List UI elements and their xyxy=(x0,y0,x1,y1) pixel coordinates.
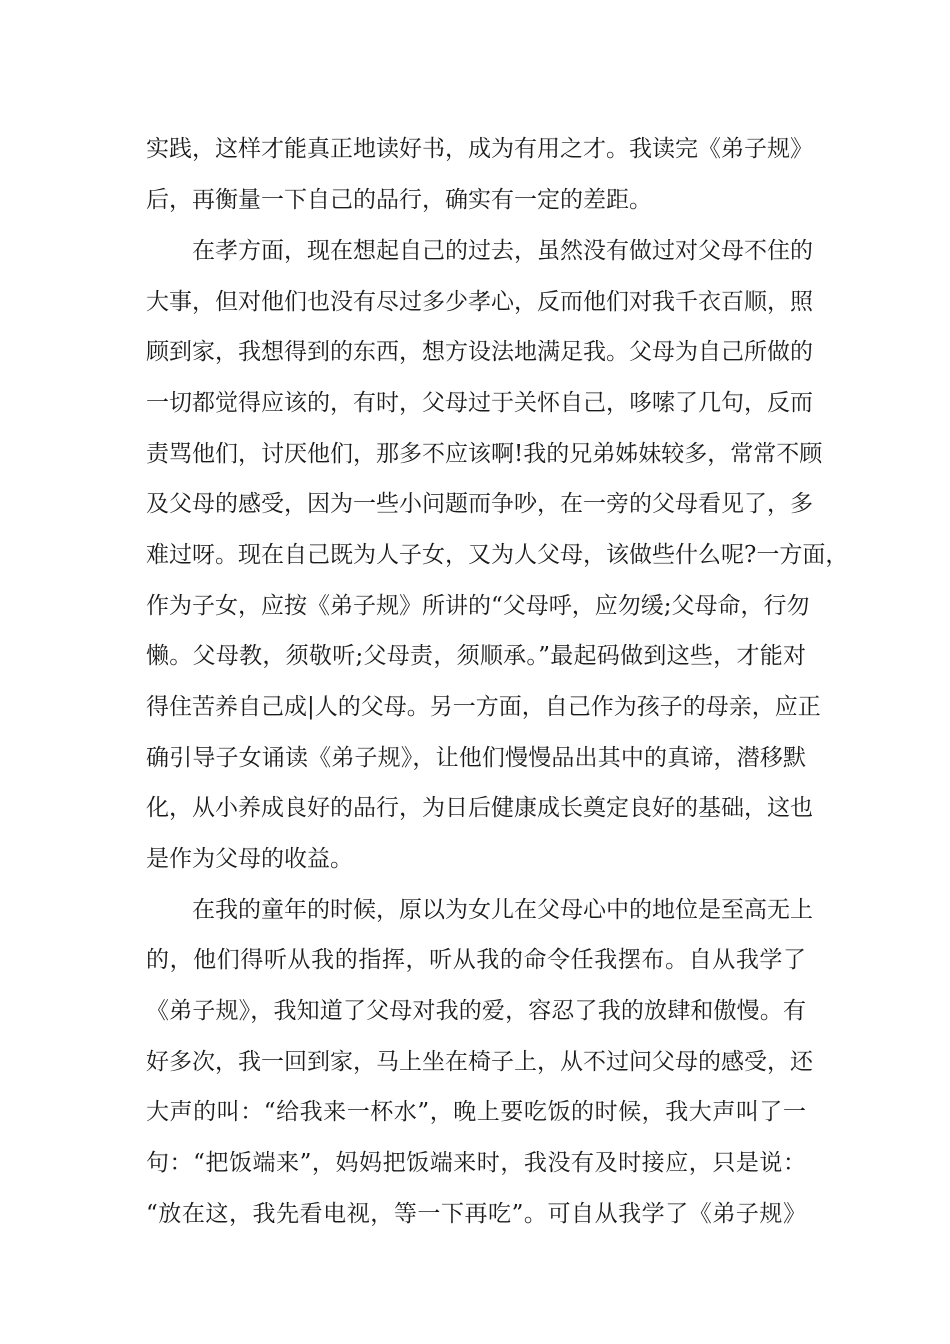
text-line: 化，从小养成良好的品行，为日后健康成长奠定良好的基础，这也 xyxy=(146,795,813,821)
text-line: 是作为父母的收益。 xyxy=(146,846,353,872)
paragraph-first-line: 在我的童年的时候，原以为女儿在父母心中的地位是至高无上 xyxy=(192,897,813,923)
text-line: 顾到家，我想得到的东西，想方设法地满足我。父母为自己所做的 xyxy=(146,339,813,365)
text-line: 大声的叫：“给我来一杯水”，晚上要吃饭的时候，我大声叫了一 xyxy=(146,1099,806,1125)
text-line: 实践，这样才能真正地读好书，成为有用之才。我读完《弟子规》 xyxy=(146,136,813,162)
text-line: 的，他们得听从我的指挥，听从我的命令任我摆布。自从我学了 xyxy=(146,947,806,973)
text-line: 作为子女，应按《弟子规》所讲的“父母呼，应勿缓;父母命，行勿 xyxy=(146,593,810,619)
text-line: “放在这，我先看电视，等一下再吃”。可自从我学了《弟子规》 xyxy=(146,1201,806,1227)
paragraph-first-line: 在孝方面，现在想起自己的过去，虽然没有做过对父母不住的 xyxy=(192,238,813,264)
text-line: 好多次，我一回到家，马上坐在椅子上，从不过问父母的感受，还 xyxy=(146,1049,813,1075)
text-line: 句：“把饭端来”，妈妈把饭端来时，我没有及时接应，只是说： xyxy=(146,1150,806,1176)
text-line: 一切都觉得应该的，有时，父母过于关怀自己，哆嗦了几句，反而 xyxy=(146,390,813,416)
text-line: 《弟子规》，我知道了父母对我的爱，容忍了我的放肆和傲慢。有 xyxy=(146,998,806,1024)
text-line: 责骂他们，讨厌他们，那多不应该啊!我的兄弟姊妹较多，常常不顾 xyxy=(146,441,823,467)
text-line: 得住苦养自己成|人的父母。另一方面，自己作为孩子的母亲，应正 xyxy=(146,694,821,720)
text-line: 后，再衡量一下自己的品行，确实有一定的差距。 xyxy=(146,187,652,213)
text-line: 及父母的感受，因为一些小问题而争吵，在一旁的父母看见了，多 xyxy=(146,491,813,517)
text-line: 大事，但对他们也没有尽过多少孝心，反而他们对我千衣百顺，照 xyxy=(146,289,813,315)
text-line: 确引导子女诵读《弟子规》，让他们慢慢品出其中的真谛，潜移默 xyxy=(146,745,806,771)
text-line: 难过呀。现在自己既为人子女，又为人父母，该做些什么呢?一方面， xyxy=(146,542,849,568)
text-line: 懒。父母教，须敬听;父母责，须顺承。”最起码做到这些，才能对 xyxy=(146,643,806,669)
